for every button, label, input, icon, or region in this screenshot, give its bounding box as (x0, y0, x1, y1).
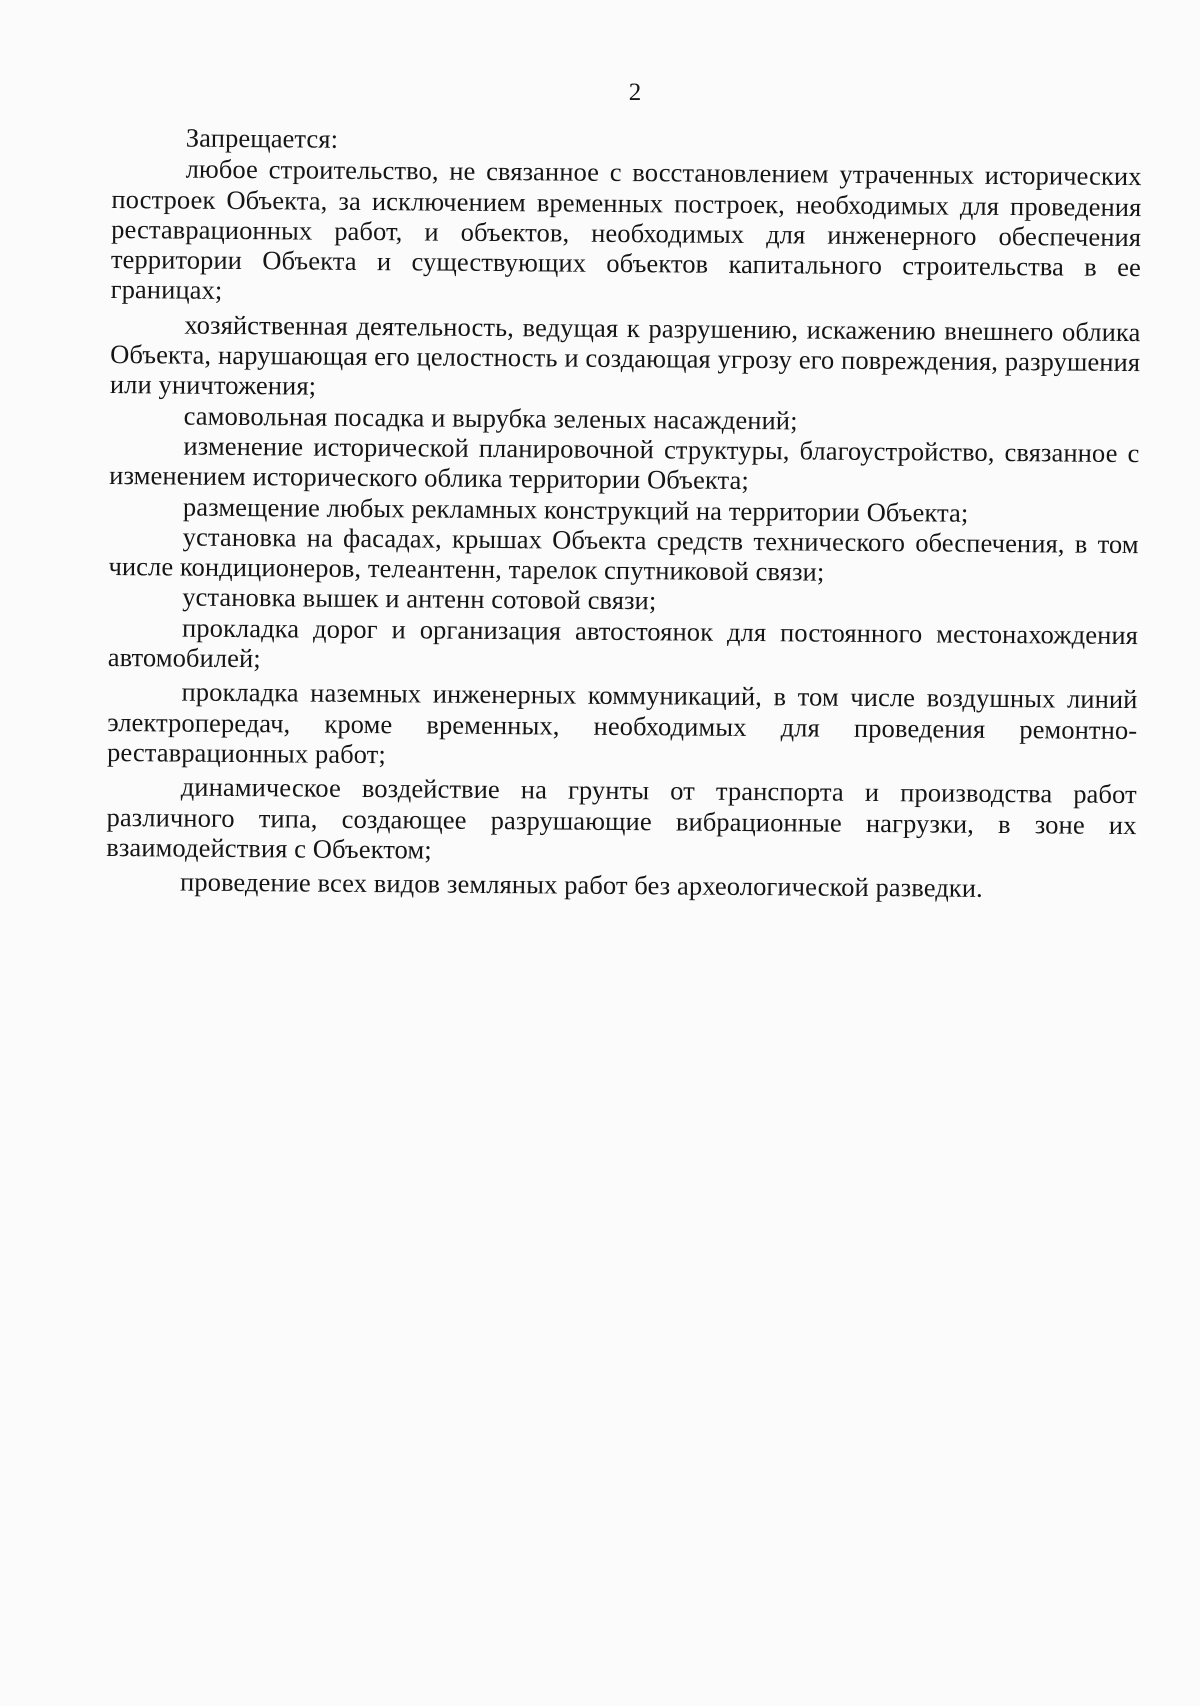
page-number: 2 (628, 79, 642, 106)
intro-paragraph: Запрещается: (185, 122, 339, 154)
prohibition-item-8: прокладка дорог и организация автостоянок для постоянного местонахождения автомобилей; (107, 612, 1139, 674)
prohibition-item-5: размещение любых рекламных конструкций на территории Объекта; (182, 491, 969, 528)
prohibition-item-1: любое строительство, не связанное с восстановлением утраченных исторических построек Объекта, за исключением временных построек, необходимых для проведения реставрационных работ, и объектов, необходимых для инженерного обеспечения территории Объекта и существующих объектов капитального строительства в ее границах; (110, 153, 1142, 306)
prohibition-item-9: прокладка наземных инженерных коммуникаций, в том числе воздушных линий электропередач, кроме временных, необходимых для проведения ремонтно-реставрационных работ; (106, 676, 1138, 770)
prohibition-item-4: изменение исторической планировочной структуры, благоустройство, связанное с изменением исторического облика территории Объекта; (109, 430, 1140, 496)
prohibition-item-3: самовольная посадка и вырубка зеленых насаждений; (183, 400, 798, 436)
prohibition-item-2: хозяйственная деятельность, ведущая к разрушению, искажению внешнего облика Объекта, нарушающая его целостность и создающая угрозу его повреждения, разрушения или уничтожения; (109, 309, 1141, 401)
prohibition-item-11: проведение всех видов земляных работ без археологической разведки. (179, 866, 983, 903)
prohibitions-text (106, 122, 1142, 904)
prohibition-item-6: установка на фасадах, крышах Объекта средств технического обеспечения, в том числе кондиционеров, телеантенн, тарелок спутниковой связи; (108, 521, 1139, 587)
prohibition-item-10: динамическое воздействие на грунты от транспорта и производства работ различного типа, создающее разрушающие вибрационные нагрузки, в зоне их взаимодействия с Объектом; (106, 771, 1137, 865)
prohibition-item-7: установка вышек и антенн сотовой связи; (182, 582, 657, 616)
